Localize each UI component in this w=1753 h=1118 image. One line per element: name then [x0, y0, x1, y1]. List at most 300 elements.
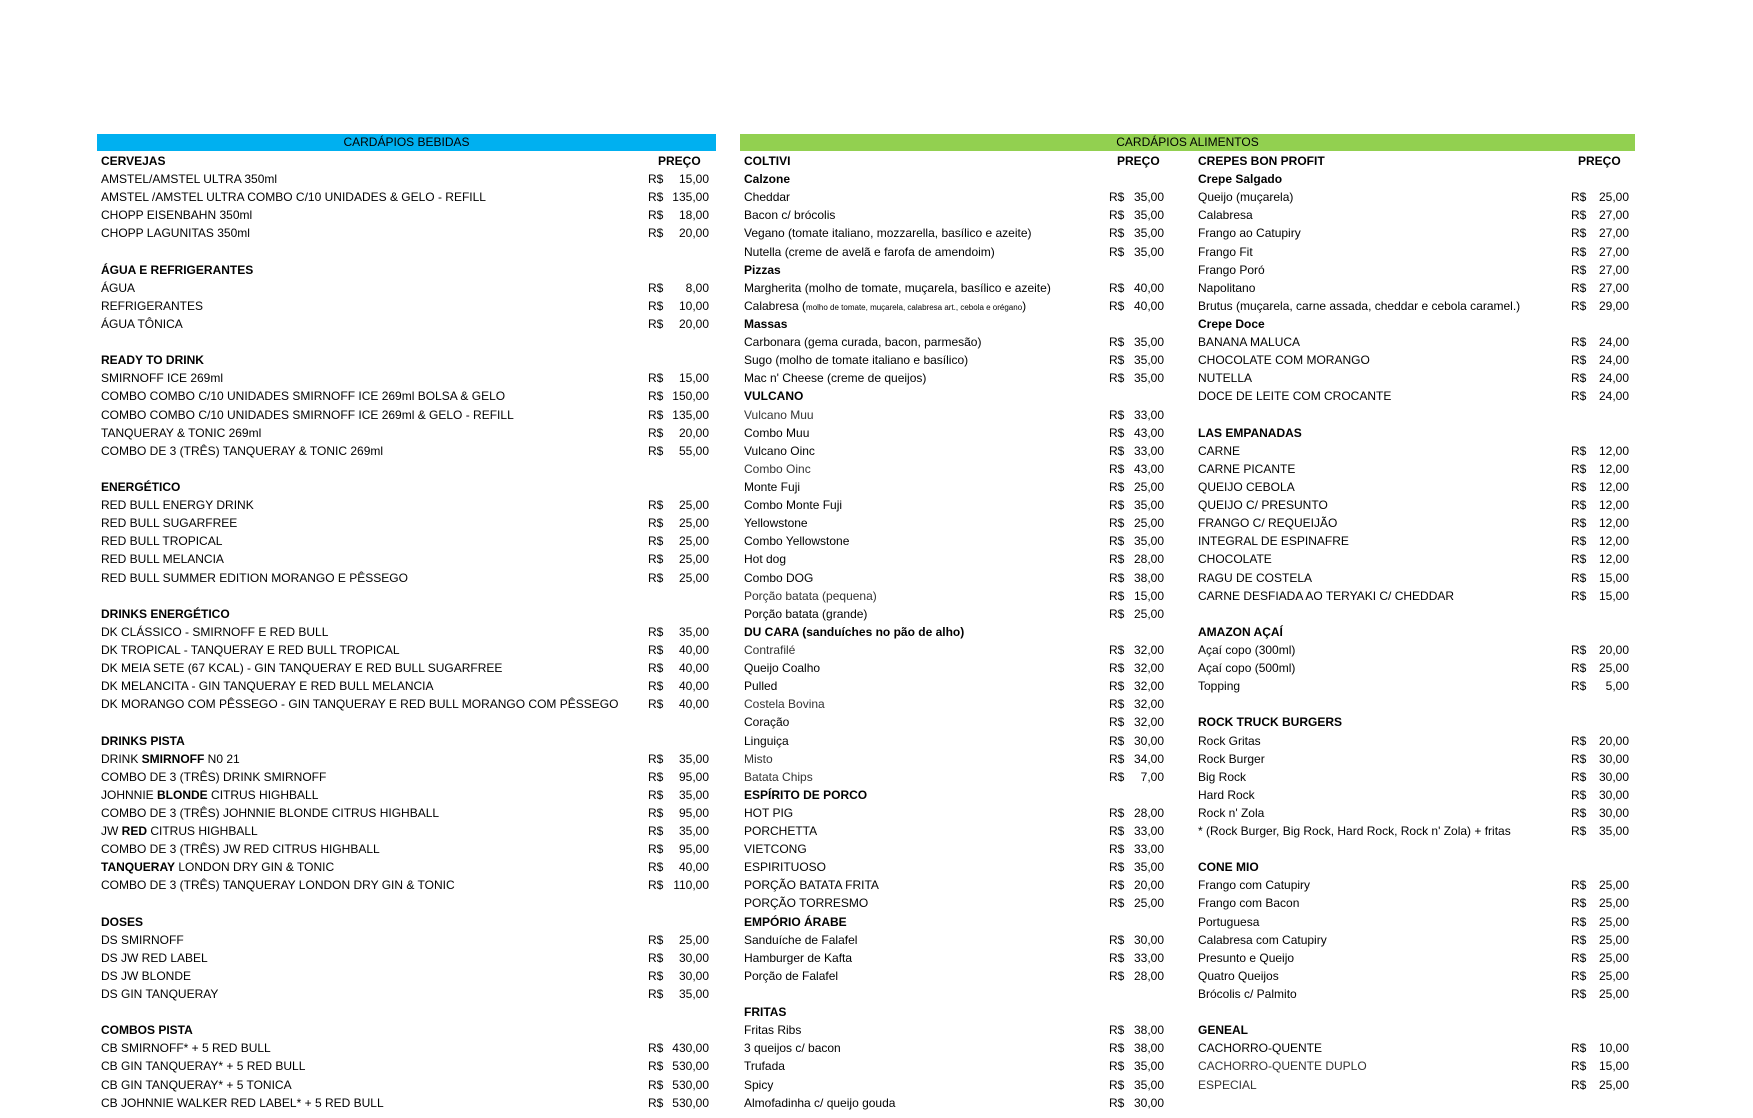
spacer-row	[97, 894, 716, 912]
item-name: RED BULL SUGARFREE	[101, 516, 238, 531]
item-price: 25,00	[1133, 896, 1164, 911]
menu-item-row	[740, 949, 1170, 967]
item-price: 35,00	[678, 624, 709, 639]
currency-symbol: R$	[1109, 1059, 1125, 1074]
menu-item-row	[97, 514, 716, 532]
item-price: 135,00	[672, 190, 709, 205]
currency-symbol: R$	[648, 534, 664, 549]
currency-symbol: R$	[1571, 1041, 1587, 1056]
item-price: 35,00	[678, 987, 709, 1002]
section-title: FRITAS	[744, 1005, 787, 1020]
menu-item-row	[740, 1076, 1170, 1094]
item-name: RED BULL ENERGY DRINK	[101, 498, 254, 513]
item-name: Monte Fuji	[744, 479, 801, 494]
menu-item-row	[1194, 659, 1635, 677]
item-name: Misto	[744, 751, 773, 766]
item-price: 7,00	[1140, 769, 1164, 784]
item-price: 24,00	[1598, 371, 1629, 386]
menu-item-row	[1194, 387, 1635, 405]
item-name: Vulcano Oinc	[744, 443, 815, 458]
item-name: Mac n' Cheese (creme de queijos)	[744, 371, 927, 386]
item-price: 5,00	[1605, 679, 1629, 694]
section-title: ÁGUA E REFRIGERANTES	[101, 262, 254, 277]
menu-item-row	[740, 894, 1170, 912]
menu-item-row	[740, 804, 1170, 822]
menu-item-row	[97, 406, 716, 424]
item-name: VIETCONG	[744, 842, 807, 857]
item-name: Calabresa	[1198, 208, 1253, 223]
section-title: DOSES	[101, 914, 144, 929]
item-price: 40,00	[1133, 280, 1164, 295]
header-alimentos: CARDÁPIOS ALIMENTOS	[740, 134, 1635, 151]
section-title: LAS EMPANADAS	[1198, 425, 1302, 440]
item-price: 27,00	[1598, 226, 1629, 241]
item-name: CB JOHNNIE WALKER RED LABEL* + 5 RED BULL	[101, 1095, 384, 1110]
currency-symbol: R$	[1109, 751, 1125, 766]
menu-item-row	[740, 496, 1170, 514]
menu-item-row	[97, 949, 716, 967]
menu-item-row	[740, 840, 1170, 858]
item-name: INTEGRAL DE ESPINAFRE	[1198, 534, 1349, 549]
menu-item-row	[740, 1039, 1170, 1057]
menu-item-row	[740, 369, 1170, 387]
item-price: 10,00	[678, 298, 709, 313]
spacer-row	[97, 713, 716, 731]
header-bebidas: CARDÁPIOS BEBIDAS	[97, 134, 716, 151]
menu-item-row	[740, 224, 1170, 242]
section-heading	[740, 786, 1170, 804]
currency-symbol: R$	[1109, 606, 1125, 621]
item-name: DK MORANGO COM PÊSSEGO - GIN TANQUERAY E RED BULL MORANGO COM PÊSSEGO	[101, 697, 619, 712]
item-name: Pulled	[744, 679, 778, 694]
currency-symbol: R$	[1109, 570, 1125, 585]
currency-symbol: R$	[1109, 552, 1125, 567]
currency-symbol: R$	[1571, 805, 1587, 820]
item-name: RED BULL SUMMER EDITION MORANGO E PÊSSEGO	[101, 570, 408, 585]
price-column-label: PREÇO	[658, 154, 701, 168]
item-name: CACHORRO-QUENTE DUPLO	[1198, 1059, 1367, 1074]
menu-item-row	[97, 750, 716, 768]
item-price: 12,00	[1598, 443, 1629, 458]
menu-item-row	[1194, 188, 1635, 206]
item-price: 38,00	[1133, 1023, 1164, 1038]
spacer-row	[97, 460, 716, 478]
currency-symbol: R$	[648, 226, 664, 241]
item-name: COMBO DE 3 (TRÊS) TANQUERAY LONDON DRY GIN & TONIC	[101, 878, 455, 893]
item-name: COMBO DE 3 (TRÊS) TANQUERAY & TONIC 269ml	[101, 443, 384, 458]
item-name: HOT PIG	[744, 805, 794, 820]
section-heading	[97, 152, 716, 170]
currency-symbol: R$	[1571, 588, 1587, 603]
section-heading	[740, 1003, 1170, 1021]
item-name-part: JW	[101, 824, 122, 839]
menu-item-row	[1194, 514, 1635, 532]
menu-item-row	[740, 967, 1170, 985]
item-price: 25,00	[1133, 479, 1164, 494]
item-name: Costela Bovina	[744, 697, 825, 712]
currency-symbol: R$	[648, 443, 664, 458]
menu-item-row	[1194, 985, 1635, 1003]
menu-item-row	[97, 170, 716, 188]
item-name-part: JOHNNIE	[101, 787, 158, 802]
item-price: 33,00	[1133, 950, 1164, 965]
currency-symbol: R$	[1571, 824, 1587, 839]
menu-item-row	[1194, 297, 1635, 315]
menu-item-row	[740, 351, 1170, 369]
item-price: 28,00	[1133, 968, 1164, 983]
item-name: CB GIN TANQUERAY* + 5 TONICA	[101, 1077, 292, 1092]
item-name-part: DRINK	[101, 751, 142, 766]
menu-item-row	[1194, 587, 1635, 605]
section-heading	[97, 261, 716, 279]
item-name: Açaí copo (300ml)	[1198, 642, 1296, 657]
item-name: CARNE PICANTE	[1198, 461, 1296, 476]
currency-symbol: R$	[1571, 280, 1587, 295]
item-name: Sugo (molho de tomate italiano e basílico)	[744, 353, 969, 368]
item-name: ESPIRITUOSO	[744, 860, 827, 875]
item-name: PORÇÃO BATATA FRITA	[744, 878, 879, 893]
currency-symbol: R$	[1571, 335, 1587, 350]
item-price: 25,00	[1598, 914, 1629, 929]
menu-item-row	[740, 695, 1170, 713]
item-name: CHOPP LAGUNITAS 350ml	[101, 226, 250, 241]
menu-item-row	[1194, 894, 1635, 912]
item-price: 30,00	[1133, 932, 1164, 947]
item-price: 430,00	[672, 1041, 709, 1056]
menu-item-row	[740, 569, 1170, 587]
menu-item-row	[740, 297, 1170, 315]
section-title: CREPES BON PROFIT	[1198, 154, 1325, 168]
item-name-part: N0 21	[204, 751, 240, 766]
currency-symbol: R$	[1109, 769, 1125, 784]
menu-item-row	[1194, 224, 1635, 242]
item-price: 43,00	[1133, 425, 1164, 440]
currency-symbol: R$	[1109, 516, 1125, 531]
section-title: Massas	[744, 316, 788, 331]
item-price: 32,00	[1133, 697, 1164, 712]
item-price: 40,00	[1133, 298, 1164, 313]
item-price: 35,00	[1133, 353, 1164, 368]
menu-item-row	[97, 822, 716, 840]
menu-item-row	[1194, 1057, 1635, 1075]
menu-item-row	[97, 623, 716, 641]
item-price: 35,00	[1133, 208, 1164, 223]
currency-symbol: R$	[1571, 534, 1587, 549]
item-price: 12,00	[1598, 516, 1629, 531]
currency-symbol: R$	[1109, 1041, 1125, 1056]
section-title: ENERGÉTICO	[101, 479, 181, 494]
menu-item-row	[97, 876, 716, 894]
currency-symbol: R$	[1109, 661, 1125, 676]
item-name: CACHORRO-QUENTE	[1198, 1041, 1323, 1056]
item-price: 35,00	[1133, 226, 1164, 241]
item-name-detail: molho de tomate, muçarela, calabresa art., cebola e orégano	[806, 302, 1023, 312]
item-price: 25,00	[1598, 661, 1629, 676]
item-price: 15,00	[1598, 570, 1629, 585]
menu-item-row	[1194, 279, 1635, 297]
section-heading	[1194, 713, 1635, 731]
section-title: ESPÍRITO DE PORCO	[744, 787, 868, 802]
item-price: 38,00	[1133, 1041, 1164, 1056]
currency-symbol: R$	[1571, 353, 1587, 368]
item-name: Batata Chips	[744, 769, 813, 784]
item-price: 25,00	[1598, 987, 1629, 1002]
item-price: 25,00	[1598, 950, 1629, 965]
section-heading	[97, 732, 716, 750]
section-title: GENEAL	[1198, 1023, 1249, 1038]
item-name: COMBO DE 3 (TRÊS) JW RED CITRUS HIGHBALL	[101, 842, 380, 857]
item-price: 35,00	[1133, 335, 1164, 350]
currency-symbol: R$	[1571, 661, 1587, 676]
menu-item-row	[740, 641, 1170, 659]
item-price: 20,00	[1133, 878, 1164, 893]
price-column-label: PREÇO	[1578, 154, 1621, 168]
bebidas-column	[97, 152, 716, 1112]
menu-item-row	[1194, 677, 1635, 695]
item-name: DK TROPICAL - TANQUERAY E RED BULL TROPICAL	[101, 642, 400, 657]
item-name: Hamburger de Kafta	[744, 950, 853, 965]
currency-symbol: R$	[1109, 461, 1125, 476]
currency-symbol: R$	[1109, 950, 1125, 965]
currency-symbol: R$	[1571, 298, 1587, 313]
item-price: 25,00	[678, 552, 709, 567]
section-heading	[1194, 170, 1635, 188]
currency-symbol: R$	[1109, 805, 1125, 820]
section-heading	[1194, 623, 1635, 641]
section-title: EMPÓRIO ÁRABE	[744, 914, 847, 929]
currency-symbol: R$	[648, 950, 664, 965]
item-name: Porção batata (grande)	[744, 606, 868, 621]
item-price: 15,00	[678, 371, 709, 386]
menu-item-row	[97, 532, 716, 550]
currency-symbol: R$	[1109, 642, 1125, 657]
menu-item-row	[97, 985, 716, 1003]
item-price: 530,00	[672, 1095, 709, 1110]
currency-symbol: R$	[1571, 389, 1587, 404]
section-title: DRINKS ENERGÉTICO	[101, 606, 230, 621]
item-name-brand: RED	[121, 824, 148, 839]
item-name: Presunto e Queijo	[1198, 950, 1295, 965]
item-name: CHOPP EISENBAHN 350ml	[101, 208, 253, 223]
menu-item-row	[97, 1039, 716, 1057]
currency-symbol: R$	[648, 642, 664, 657]
item-price: 30,00	[1133, 1095, 1164, 1110]
currency-symbol: R$	[648, 172, 664, 187]
currency-symbol: R$	[1571, 371, 1587, 386]
item-name: Yellowstone	[744, 516, 808, 531]
currency-symbol: R$	[648, 298, 664, 313]
currency-symbol: R$	[648, 805, 664, 820]
currency-symbol: R$	[1571, 552, 1587, 567]
item-price: 25,00	[1598, 896, 1629, 911]
menu-item-row	[1194, 949, 1635, 967]
price-column-label: PREÇO	[1117, 154, 1160, 168]
section-title: VULCANO	[744, 389, 804, 404]
currency-symbol: R$	[1571, 914, 1587, 929]
spacer-row	[97, 1003, 716, 1021]
item-name: Hard Rock	[1198, 787, 1255, 802]
section-title: COMBOS PISTA	[101, 1023, 193, 1038]
section-heading	[97, 478, 716, 496]
item-name: DK MELANCITA - GIN TANQUERAY E RED BULL MELANCIA	[101, 679, 434, 694]
menu-item-row	[97, 677, 716, 695]
item-price: 25,00	[678, 932, 709, 947]
menu-item-row	[97, 297, 716, 315]
item-name-part: CITRUS HIGHBALL	[207, 787, 319, 802]
item-name: AMSTEL/AMSTEL ULTRA 350ml	[101, 172, 278, 187]
menu-item-row	[97, 206, 716, 224]
currency-symbol: R$	[1109, 715, 1125, 730]
item-price: 30,00	[1598, 805, 1629, 820]
item-price: 40,00	[678, 679, 709, 694]
item-price: 35,00	[1133, 860, 1164, 875]
item-name: CB SMIRNOFF* + 5 RED BULL	[101, 1041, 271, 1056]
spacer-row	[1194, 1003, 1635, 1021]
currency-symbol: R$	[648, 407, 664, 422]
currency-symbol: R$	[1571, 190, 1587, 205]
item-name: FRANGO C/ REQUEIJÃO	[1198, 516, 1338, 531]
item-price: 530,00	[672, 1077, 709, 1092]
currency-symbol: R$	[648, 498, 664, 513]
currency-symbol: R$	[1109, 443, 1125, 458]
menu-item-row	[1194, 768, 1635, 786]
item-price: 20,00	[678, 425, 709, 440]
item-price: 95,00	[678, 805, 709, 820]
currency-symbol: R$	[648, 787, 664, 802]
item-name: Frango Fit	[1198, 244, 1253, 259]
item-name: Açaí copo (500ml)	[1198, 661, 1296, 676]
item-name: DS JW BLONDE	[101, 968, 192, 983]
item-name	[101, 822, 636, 840]
menu-item-row	[1194, 261, 1635, 279]
item-name: Porção de Falafel	[744, 968, 839, 983]
item-name: Fritas Ribs	[744, 1023, 802, 1038]
item-price: 33,00	[1133, 443, 1164, 458]
section-heading	[1194, 152, 1635, 170]
section-title: DU CARA (sanduíches no pão de alho)	[744, 624, 965, 639]
item-name-brand: SMIRNOFF	[141, 751, 205, 766]
item-price: 33,00	[1133, 407, 1164, 422]
item-price: 20,00	[678, 316, 709, 331]
menu-item-row	[97, 315, 716, 333]
currency-symbol: R$	[1571, 751, 1587, 766]
menu-item-row	[740, 243, 1170, 261]
item-price: 20,00	[1598, 733, 1629, 748]
currency-symbol: R$	[1109, 425, 1125, 440]
item-name: Contrafilé	[744, 642, 796, 657]
item-price: 30,00	[678, 968, 709, 983]
item-name: DS JW RED LABEL	[101, 950, 208, 965]
item-name: Combo Yellowstone	[744, 534, 850, 549]
menu-item-row	[740, 750, 1170, 768]
menu-item-row	[740, 713, 1170, 731]
menu-item-row	[97, 442, 716, 460]
item-name: 3 queijos c/ bacon	[744, 1041, 841, 1056]
currency-symbol: R$	[648, 679, 664, 694]
menu-item-row	[97, 1094, 716, 1112]
menu-item-row	[740, 532, 1170, 550]
item-name: REFRIGERANTES	[101, 298, 204, 313]
menu-item-row	[1194, 569, 1635, 587]
menu-item-row	[1194, 732, 1635, 750]
menu-item-row	[1194, 351, 1635, 369]
item-name: DS GIN TANQUERAY	[101, 987, 219, 1002]
currency-symbol: R$	[1109, 860, 1125, 875]
currency-symbol: R$	[1571, 642, 1587, 657]
item-name: PORÇÃO TORRESMO	[744, 896, 869, 911]
item-name-brand: TANQUERAY	[101, 860, 176, 875]
menu-item-row	[740, 333, 1170, 351]
menu-item-row	[97, 768, 716, 786]
section-title: Calzone	[744, 172, 791, 187]
spacer-row	[1194, 605, 1635, 623]
spacer-row	[97, 333, 716, 351]
currency-symbol: R$	[1571, 226, 1587, 241]
section-title: CERVEJAS	[101, 154, 166, 168]
item-name: QUEIJO C/ PRESUNTO	[1198, 498, 1328, 513]
item-price: 28,00	[1133, 805, 1164, 820]
item-price: 8,00	[685, 280, 709, 295]
item-price: 28,00	[1133, 552, 1164, 567]
currency-symbol: R$	[1571, 443, 1587, 458]
currency-symbol: R$	[1109, 534, 1125, 549]
item-price: 43,00	[1133, 461, 1164, 476]
menu-item-row	[740, 732, 1170, 750]
menu-item-row	[97, 641, 716, 659]
item-price: 32,00	[1133, 679, 1164, 694]
item-name-part: CITRUS HIGHBALL	[147, 824, 258, 839]
menu-item-row	[97, 224, 716, 242]
menu-item-row	[740, 406, 1170, 424]
item-name: BANANA MALUCA	[1198, 335, 1301, 350]
item-price: 40,00	[678, 661, 709, 676]
menu-item-row	[97, 188, 716, 206]
menu-item-row	[97, 1057, 716, 1075]
item-name: Big Rock	[1198, 769, 1247, 784]
item-name: COMBO COMBO C/10 UNIDADES SMIRNOFF ICE 269ml BOLSA & GELO	[101, 389, 506, 404]
item-name: Quatro Queijos	[1198, 968, 1279, 983]
item-price: 20,00	[678, 226, 709, 241]
currency-symbol: R$	[1109, 588, 1125, 603]
item-name: CARNE DESFIADA AO TERYAKI C/ CHEDDAR	[1198, 588, 1455, 603]
item-name	[101, 786, 636, 804]
item-name: RAGU DE COSTELA	[1198, 570, 1313, 585]
currency-symbol: R$	[1571, 968, 1587, 983]
crepes-column	[1194, 152, 1635, 1094]
currency-symbol: R$	[648, 1077, 664, 1092]
item-name: Queijo (muçarela)	[1198, 190, 1294, 205]
currency-symbol: R$	[1109, 968, 1125, 983]
menu-item-row	[1194, 750, 1635, 768]
section-heading	[740, 261, 1170, 279]
item-price: 15,00	[1598, 588, 1629, 603]
item-name: ÁGUA TÔNICA	[101, 316, 183, 331]
item-price: 15,00	[1133, 588, 1164, 603]
item-name: Carbonara (gema curada, bacon, parmesão)	[744, 335, 982, 350]
item-name: Vulcano Muu	[744, 407, 814, 422]
currency-symbol: R$	[648, 552, 664, 567]
currency-symbol: R$	[1109, 298, 1125, 313]
currency-symbol: R$	[1571, 498, 1587, 513]
section-heading	[740, 315, 1170, 333]
item-name: QUEIJO CEBOLA	[1198, 479, 1295, 494]
currency-symbol: R$	[1571, 244, 1587, 259]
currency-symbol: R$	[1571, 570, 1587, 585]
currency-symbol: R$	[1109, 190, 1125, 205]
section-heading	[97, 1021, 716, 1039]
currency-symbol: R$	[648, 824, 664, 839]
menu-item-row	[1194, 206, 1635, 224]
